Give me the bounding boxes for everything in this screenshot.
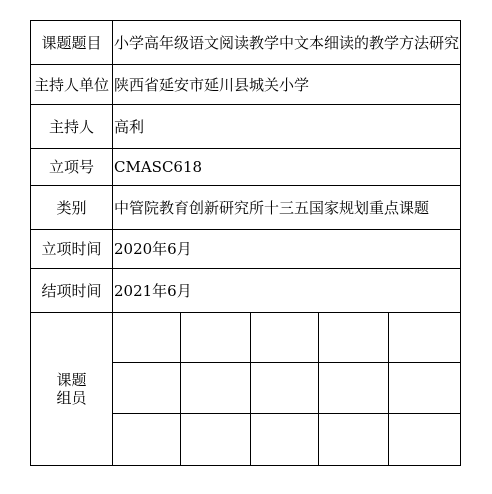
member-cell: [181, 414, 251, 466]
topic-label: 课题题目: [31, 21, 113, 65]
project-number-value: CMASC618: [113, 149, 461, 186]
host-value: 高利: [113, 105, 461, 149]
table-row-category: [31, 186, 461, 230]
end-date-value: 2021年6月: [113, 269, 461, 313]
member-cell: [389, 414, 461, 466]
member-cell: [181, 313, 251, 363]
table-row-project-number: [31, 149, 461, 186]
member-cell: [319, 363, 389, 414]
member-cell: [113, 414, 181, 466]
host-label: 主持人: [31, 105, 113, 149]
table-row-start-date: [31, 230, 461, 269]
member-cell: [251, 363, 319, 414]
members-label-line2: 组员: [56, 389, 87, 407]
table-row-members-1: [31, 313, 461, 363]
category-label: 类别: [31, 186, 113, 230]
member-cell: [319, 414, 389, 466]
members-label: [31, 313, 113, 466]
table-row-host-unit: [31, 65, 461, 105]
host-unit-value: 陕西省延安市延川县城关小学: [113, 65, 461, 105]
member-cell: [251, 313, 319, 363]
members-label-line1: 课题: [56, 371, 87, 389]
topic-value: 小学高年级语文阅读教学中文本细读的教学方法研究: [113, 21, 461, 65]
member-cell: [113, 363, 181, 414]
member-cell: [389, 363, 461, 414]
project-number-label: 立项号: [31, 149, 113, 186]
member-cell: [113, 313, 181, 363]
table-row-topic: [31, 21, 461, 65]
start-date-label: 立项时间: [31, 230, 113, 269]
end-date-label: 结项时间: [31, 269, 113, 313]
member-cell: [251, 414, 319, 466]
member-cell: [389, 313, 461, 363]
project-info-table: [30, 20, 461, 466]
table-row-host: [31, 105, 461, 149]
member-cell: [181, 363, 251, 414]
member-cell: [319, 313, 389, 363]
host-unit-label: 主持人单位: [31, 65, 113, 105]
start-date-value: 2020年6月: [113, 230, 461, 269]
table-row-end-date: [31, 269, 461, 313]
category-value: 中管院教育创新研究所十三五国家规划重点课题: [113, 186, 461, 230]
